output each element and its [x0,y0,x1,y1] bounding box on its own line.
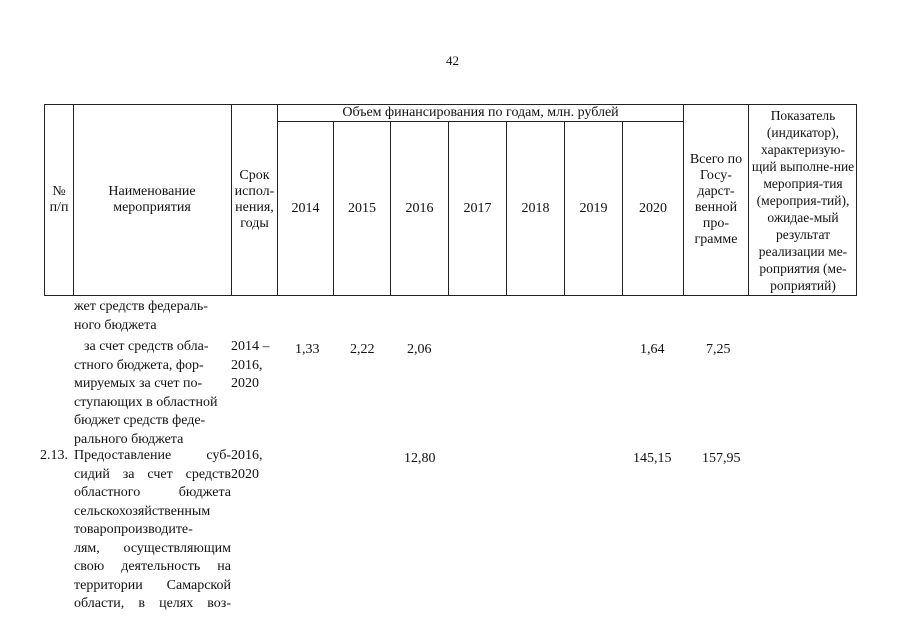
row-name-line: рального бюджета [74,431,184,447]
header-no: № п/п [49,184,69,215]
row-name-line: ного бюджета [74,317,157,333]
row-value-2016: 2,06 [407,342,432,357]
row-name-line: жет средств федераль- [74,299,208,314]
header-name: Наименование мероприятия [108,184,196,215]
header-year-2015: 2015 [348,200,376,216]
row-term [231,447,277,484]
row-name-line: области, в целях воз- [74,596,231,611]
header-funding: Объем финансирования по годам, млн. рублей [342,105,619,120]
row-name-line: стного бюджета, фор- [74,357,204,373]
header-year-2020: 2020 [639,200,667,216]
header-total: Всего по Госу-дарст-венной про-грамме [689,152,743,247]
header-year-2017: 2017 [463,200,492,216]
table-row [74,338,231,449]
row-name-line: сидий за счет средств [74,466,231,482]
row-term-line: 2016, [231,357,263,373]
table-header [44,104,857,296]
row-value-2020: 145,15 [633,451,672,466]
row-name-line: ступающих в областной [74,394,218,410]
row-value-2016: 12,80 [404,451,436,466]
row-name-line: сельскохозяйственным [74,503,211,519]
row-value-2015: 2,22 [350,342,375,357]
row-value-2014: 1,33 [295,342,320,357]
header-term: Срок испол-нения, годы [234,168,275,231]
row-term-line: 2020 [231,376,259,391]
row-term-line: 2016, [231,448,263,463]
header-year-2016: 2016 [405,200,434,216]
row-name-line: за счет средств обла- [84,339,209,354]
row-total: 157,95 [702,451,741,466]
table-row [74,298,231,335]
row-name-line: мируемых за счет по- [74,376,203,391]
row-name-line: товаропроизводите- [74,522,193,537]
header-year-2018: 2018 [521,200,550,216]
row-name-line: территории Самарской [74,577,231,593]
row-number: 2.13. [40,448,68,463]
row-total: 7,25 [706,342,731,357]
row-term-line: 2020 [231,466,259,482]
row-name-line: лям, осуществляющим [74,540,231,556]
row-value-2020: 1,64 [640,342,665,357]
row-term-line: 2014 – [231,339,270,354]
header-year-2019: 2019 [579,200,608,216]
header-year-2014: 2014 [291,200,320,216]
row-name-line: Предоставление суб- [74,448,231,463]
page-number: 42 [446,53,459,68]
row-name-line: бюджет средств феде- [74,413,206,428]
row-term [231,338,277,394]
row-name-line: областного бюджета [74,485,231,500]
header-indicator: Показатель (индикатор), характеризую-щий выполне-ние мероприя-тия (мероприя-тий), ожидае-мый результат реализации ме-роприятия (ме-роприятий) [751,107,855,293]
table-row [74,447,231,614]
row-name-line: свою деятельность на [74,559,231,574]
